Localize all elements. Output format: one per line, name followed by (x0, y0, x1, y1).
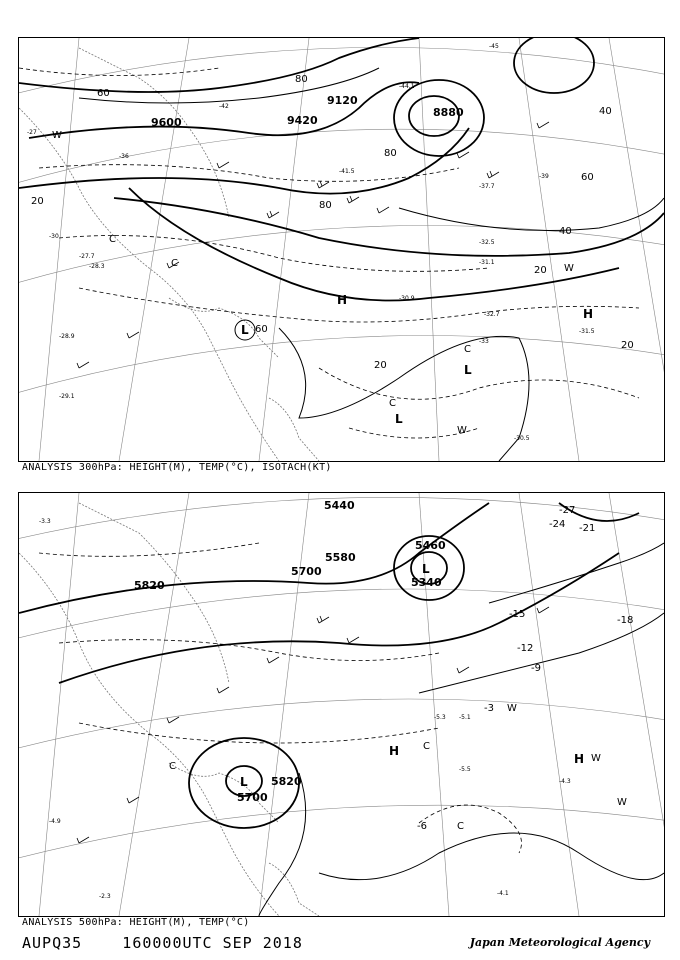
temp-label: -27 (27, 129, 37, 136)
temp-label: -9 (531, 663, 541, 674)
temp-label: -36 (119, 153, 129, 160)
height-label: 9600 (151, 116, 182, 129)
chart-500hpa (18, 492, 665, 917)
temp-label: -32.7 (484, 311, 500, 318)
warm-symbol: W (591, 753, 601, 764)
map-300hpa (19, 38, 664, 461)
temp-label: -28.9 (59, 333, 75, 340)
isotach-label: 20 (621, 340, 634, 351)
isotach-labels (31, 74, 634, 371)
height-label: 5700 (291, 565, 322, 578)
warm-symbol: W (564, 263, 574, 274)
isotach-label: 40 (599, 106, 612, 117)
agency-credit: Japan Meteorological Agency (469, 936, 650, 949)
high-symbol: H (337, 293, 348, 307)
isotach-label: 80 (295, 74, 308, 85)
temp-label: -27.7 (79, 253, 95, 260)
temp-label: -4.9 (49, 818, 61, 825)
temp-label: -42 (219, 103, 229, 110)
isotach-label: 60 (581, 172, 594, 183)
height-labels (151, 94, 464, 129)
temp-label: -21 (579, 523, 596, 534)
temp-label: -2.3 (99, 893, 111, 900)
temp-label: -33 (479, 338, 489, 345)
height-label: 5820 (271, 775, 302, 788)
height-label: 5340 (411, 576, 442, 589)
temp-label: -18 (617, 615, 634, 626)
high-symbol: H (389, 744, 400, 758)
isotherm-solid (259, 543, 664, 916)
high-symbol: H (574, 752, 585, 766)
temp-label: -44.1 (399, 83, 415, 90)
height-label: 5820 (134, 579, 165, 592)
cold-symbol: C (171, 258, 178, 269)
isotach-label: 20 (534, 265, 547, 276)
low-symbol: L (240, 775, 248, 789)
low-symbol: L (464, 363, 472, 377)
temp-label: -27 (559, 505, 576, 516)
map-500hpa (19, 493, 664, 916)
height-label: 5440 (324, 499, 355, 512)
temp-label: -24 (549, 519, 566, 530)
isotach-label: 80 (384, 148, 397, 159)
chart-300hpa (18, 37, 665, 462)
temp-label: -45 (489, 43, 499, 50)
chart-code-datetime: AUPQ35 160000UTC SEP 2018 (22, 934, 303, 952)
temp-label: -5.5 (459, 766, 471, 773)
height-label: 5580 (325, 551, 356, 564)
warm-symbol: W (457, 425, 467, 436)
temp-label: -41.5 (339, 168, 355, 175)
warm-symbol: W (507, 703, 517, 714)
isotach-label: 40 (559, 226, 572, 237)
temp-label: -3.3 (39, 518, 51, 525)
temp-label: -31.5 (579, 328, 595, 335)
temp-label: -5.3 (434, 714, 446, 721)
cold-symbol: C (109, 234, 116, 245)
cold-symbol: C (464, 344, 471, 355)
isotach-label: 20 (31, 196, 44, 207)
pressure-symbols (52, 130, 593, 436)
caption-500hpa: ANALYSIS 500hPa: HEIGHT(M), TEMP(°C) (22, 917, 250, 928)
height-label: 9420 (287, 114, 318, 127)
temp-label: -29.1 (59, 393, 75, 400)
temp-label: -4.3 (559, 778, 571, 785)
temp-label: -5.1 (459, 714, 471, 721)
temp-label: -32.5 (479, 239, 495, 246)
cold-symbol: C (389, 398, 396, 409)
warm-symbol: W (617, 797, 627, 808)
height-label: 8880 (433, 106, 464, 119)
temp-label: -15 (509, 609, 526, 620)
temp-label: -30 (49, 233, 59, 240)
temp-label: -39 (539, 173, 549, 180)
coastlines (19, 503, 319, 916)
height-label: 5700 (237, 791, 268, 804)
temp-label: -30.5 (514, 435, 530, 442)
cold-symbol: C (169, 761, 176, 772)
temp-label: -3 (484, 703, 494, 714)
isotach-label: 60 (97, 88, 110, 99)
cold-symbol: C (457, 821, 464, 832)
temp-label: -6 (417, 821, 427, 832)
low-symbol: L (422, 562, 430, 576)
temp-label: -31.1 (479, 259, 495, 266)
temp-labels (39, 505, 633, 900)
warm-symbol: W (52, 130, 62, 141)
temp-label: -30.9 (399, 295, 415, 302)
temp-label: -12 (517, 643, 534, 654)
cold-symbol: C (423, 741, 430, 752)
high-symbol: H (583, 307, 594, 321)
height-label: 9120 (327, 94, 358, 107)
temp-label: -28.3 (89, 263, 105, 270)
isotach-label: 80 (319, 200, 332, 211)
caption-300hpa: ANALYSIS 300hPa: HEIGHT(M), TEMP(°C), ISOTACH(KT) (22, 462, 332, 473)
low-symbol: L (241, 323, 249, 337)
isotach-label: 20 (374, 360, 387, 371)
temp-label: -37.7 (479, 183, 495, 190)
height-label: 5460 (415, 539, 446, 552)
low-symbol: L (395, 412, 403, 426)
temp-label: -4.1 (497, 890, 509, 897)
isotach-label: 60 (255, 324, 268, 335)
